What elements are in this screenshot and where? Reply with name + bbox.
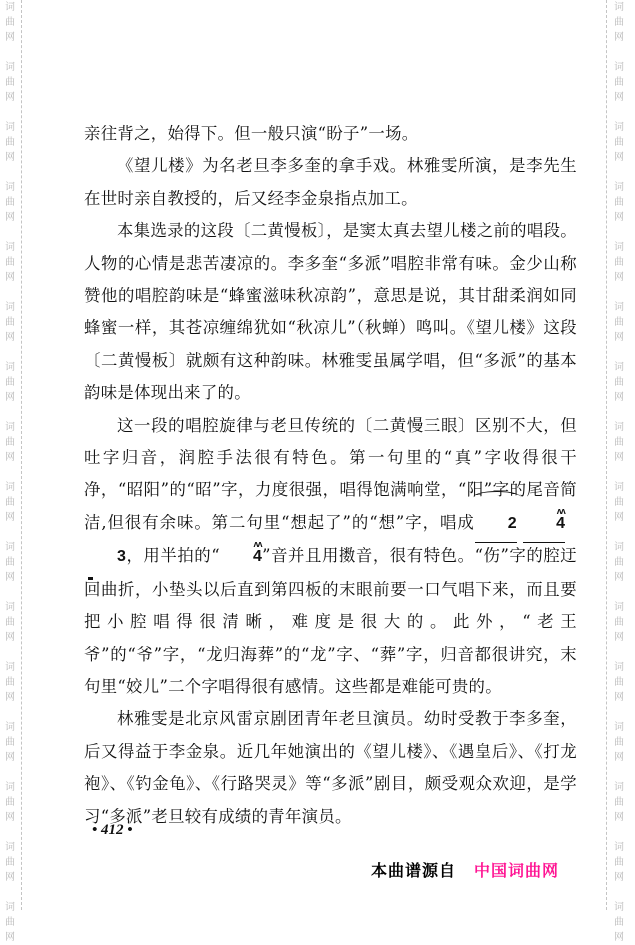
watermark-char: 词 xyxy=(614,902,624,913)
watermark-group xyxy=(0,240,20,285)
source-label: 本曲谱源自 xyxy=(371,861,457,880)
watermark-char: 词 xyxy=(5,482,15,493)
watermark-group xyxy=(609,300,629,345)
watermark-group xyxy=(609,840,629,885)
watermark-char: 曲 xyxy=(614,197,624,208)
watermark-char: 网 xyxy=(5,632,15,643)
watermark-group xyxy=(0,720,20,765)
watermark-char: 网 xyxy=(614,692,624,703)
watermark-char: 网 xyxy=(5,272,15,283)
watermark-char: 网 xyxy=(614,752,624,763)
watermark-char: 网 xyxy=(5,752,15,763)
watermark-group xyxy=(609,600,629,645)
right-margin-dashed-line xyxy=(606,0,607,910)
watermark-char: 曲 xyxy=(614,677,624,688)
source-credit xyxy=(371,858,559,881)
watermark-char: 词 xyxy=(5,182,15,193)
watermark-group xyxy=(0,360,20,405)
watermark-char: 词 xyxy=(614,2,624,13)
watermark-char: 词 xyxy=(614,182,624,193)
watermark-char: 网 xyxy=(5,92,15,103)
watermark-char: 曲 xyxy=(5,197,15,208)
watermark-char: 曲 xyxy=(614,17,624,28)
watermark-char: 词 xyxy=(5,302,15,313)
watermark-char: 词 xyxy=(5,422,15,433)
watermark-char: 词 xyxy=(614,542,624,553)
watermark-group xyxy=(0,540,20,585)
watermark-char: 曲 xyxy=(5,917,15,928)
watermark-group xyxy=(0,180,20,225)
watermark-char: 网 xyxy=(614,632,624,643)
watermark-char: 曲 xyxy=(5,737,15,748)
watermark-group xyxy=(0,600,20,645)
watermark-char: 曲 xyxy=(5,317,15,328)
watermark-char: 网 xyxy=(5,452,15,463)
watermark-char: 网 xyxy=(5,392,15,403)
watermark-group xyxy=(0,0,20,45)
watermark-char: 网 xyxy=(614,92,624,103)
watermark-group xyxy=(609,180,629,225)
watermark-char: 曲 xyxy=(614,557,624,568)
watermark-char: 曲 xyxy=(614,917,624,928)
watermark-char: 网 xyxy=(5,332,15,343)
watermark-char: 词 xyxy=(5,602,15,613)
watermark-char: 词 xyxy=(5,842,15,853)
watermark-char: 词 xyxy=(5,122,15,133)
watermark-char: 词 xyxy=(5,362,15,373)
watermark-char: 网 xyxy=(614,872,624,883)
watermark-group xyxy=(609,0,629,45)
paragraph-4-text-mid: ，用半拍的“ xyxy=(126,546,220,566)
watermark-char: 网 xyxy=(5,32,15,43)
watermark-group xyxy=(0,120,20,165)
watermark-char: 曲 xyxy=(614,617,624,628)
notation-digit-4: ʌʌ 4 xyxy=(523,508,565,540)
watermark-group xyxy=(609,60,629,105)
watermark-char: 词 xyxy=(614,782,624,793)
watermark-group xyxy=(0,660,20,705)
watermark-char: 词 xyxy=(5,902,15,913)
watermark-char: 曲 xyxy=(5,677,15,688)
watermark-char: 曲 xyxy=(5,437,15,448)
watermark-char: 网 xyxy=(614,812,624,823)
left-watermark-column xyxy=(0,0,20,943)
watermark-char: 词 xyxy=(5,62,15,73)
notation-digit-2: 2 xyxy=(475,508,517,540)
watermark-char: 网 xyxy=(5,512,15,523)
body-text xyxy=(84,118,577,833)
paragraph-4-text-after: ”音并且用擞音，很有特色。“伤”字的腔迂回曲折，小垫头以后直到第四板的末眼前要一口气唱下来，而且要把小腔唱得很清晰，难度是很大的。此外，“老王爷”的“爷”字，“龙归海葬”的“龙”字、“葬”字，归音都很讲究，末句里“姣儿”二个字唱得很有感情。这些都是难能可贵的。 xyxy=(84,546,577,696)
watermark-char: 曲 xyxy=(5,257,15,268)
watermark-char: 曲 xyxy=(614,377,624,388)
watermark-char: 词 xyxy=(5,542,15,553)
watermark-group xyxy=(609,660,629,705)
brand-link[interactable]: 中国词曲网 xyxy=(474,861,560,880)
watermark-char: 网 xyxy=(614,572,624,583)
paragraph-5: 林雅雯是北京风雷京剧团青年老旦演员。幼时受教于李多奎，后又得益于李金泉。近几年她演出的《望儿楼》、《遇皇后》、《打龙袍》、《钓金龟》、《行路哭灵》等“多派”剧目，颇受观众欢迎，是学习“多派”老旦较有成绩的青年演员。 xyxy=(84,709,577,826)
watermark-char: 曲 xyxy=(614,317,624,328)
watermark-char: 曲 xyxy=(5,77,15,88)
left-margin-dashed-line xyxy=(21,0,22,910)
watermark-char: 曲 xyxy=(614,857,624,868)
watermark-group xyxy=(0,60,20,105)
watermark-char: 词 xyxy=(614,62,624,73)
paragraph-4 xyxy=(84,410,577,704)
watermark-char: 网 xyxy=(614,152,624,163)
watermark-char: 曲 xyxy=(5,17,15,28)
watermark-group xyxy=(0,780,20,825)
watermark-char: 词 xyxy=(614,362,624,373)
watermark-char: 网 xyxy=(614,512,624,523)
watermark-char: 曲 xyxy=(614,737,624,748)
watermark-char: 词 xyxy=(5,782,15,793)
trill-ornament-icon: ʌʌ xyxy=(556,505,565,516)
watermark-char: 词 xyxy=(5,662,15,673)
watermark-char: 曲 xyxy=(614,137,624,148)
watermark-char: 曲 xyxy=(614,437,624,448)
watermark-group xyxy=(0,900,20,945)
watermark-char: 曲 xyxy=(614,797,624,808)
watermark-char: 曲 xyxy=(614,497,624,508)
watermark-char: 词 xyxy=(614,422,624,433)
watermark-char: 曲 xyxy=(5,797,15,808)
watermark-group xyxy=(609,120,629,165)
watermark-char: 词 xyxy=(5,722,15,733)
watermark-char: 网 xyxy=(5,152,15,163)
watermark-char: 词 xyxy=(5,2,15,13)
watermark-char: 网 xyxy=(5,692,15,703)
watermark-group xyxy=(609,420,629,465)
watermark-char: 词 xyxy=(614,602,624,613)
watermark-char: 网 xyxy=(5,572,15,583)
watermark-char: 网 xyxy=(614,392,624,403)
watermark-group xyxy=(0,300,20,345)
page-number: • 412 • xyxy=(92,822,133,838)
paragraph-2: 《望儿楼》为名老旦李多奎的拿手戏。林雅雯所演，是李先生在世时亲自教授的，后又经李金泉指点加工。 xyxy=(84,156,577,208)
watermark-group xyxy=(609,240,629,285)
watermark-char: 网 xyxy=(5,932,15,943)
watermark-char: 网 xyxy=(5,812,15,823)
watermark-char: 词 xyxy=(614,302,624,313)
watermark-char: 网 xyxy=(5,872,15,883)
watermark-char: 词 xyxy=(614,722,624,733)
watermark-char: 词 xyxy=(614,662,624,673)
watermark-group xyxy=(0,480,20,525)
paragraph-4-text-before: 这一段的唱腔旋律与老旦传统的〔二黄慢三眼〕区别不大，但吐字归音，润腔手法很有特色。第一句里的“真”字收得很干净，“昭阳”的“昭”字，力度很强，唱得饱满响堂，“阳”字的尾音简洁,但很有余味。第二句里“想起了”的“想”字，唱成 xyxy=(84,415,577,532)
watermark-char: 曲 xyxy=(5,617,15,628)
watermark-char: 网 xyxy=(614,932,624,943)
watermark-char: 曲 xyxy=(5,497,15,508)
trill-ornament-icon: ʌʌ xyxy=(253,539,262,550)
watermark-char: 词 xyxy=(614,842,624,853)
watermark-char: 词 xyxy=(614,122,624,133)
watermark-char: 词 xyxy=(614,242,624,253)
watermark-char: 曲 xyxy=(5,137,15,148)
watermark-group xyxy=(609,900,629,945)
watermark-group xyxy=(609,780,629,825)
notation-digit-3: 3 xyxy=(84,541,126,573)
watermark-group xyxy=(609,360,629,405)
watermark-char: 曲 xyxy=(5,557,15,568)
right-watermark-column xyxy=(609,0,629,943)
watermark-char: 网 xyxy=(5,212,15,223)
watermark-char: 网 xyxy=(614,452,624,463)
watermark-char: 曲 xyxy=(614,257,624,268)
watermark-char: 网 xyxy=(614,32,624,43)
watermark-group xyxy=(0,840,20,885)
watermark-group xyxy=(0,420,20,465)
watermark-char: 曲 xyxy=(5,377,15,388)
watermark-group xyxy=(609,720,629,765)
watermark-char: 词 xyxy=(5,242,15,253)
watermark-char: 词 xyxy=(614,482,624,493)
watermark-char: 网 xyxy=(614,332,624,343)
watermark-group xyxy=(609,540,629,585)
slur-mark xyxy=(473,491,521,504)
watermark-char: 曲 xyxy=(5,857,15,868)
paragraph-1: 亲往背之，始得下。但一般只演“盼子”一场。 xyxy=(84,124,419,143)
watermark-group xyxy=(609,480,629,525)
inline-digit-4: ʌʌ 4 xyxy=(220,541,262,573)
watermark-char: 曲 xyxy=(614,77,624,88)
watermark-char: 网 xyxy=(614,212,624,223)
paragraph-3: 本集选录的这段〔二黄慢板〕，是窦太真去望儿楼之前的唱段。人物的心情是悲苦凄凉的。李多奎“多派”唱腔非常有味。金少山称赞他的唱腔韵味是“蜂蜜滋味秋凉韵”，意思是说，其甘甜柔润如同蜂蜜一样，其苍凉缠绵犹如“秋凉儿”（秋蝉）鸣叫。《望儿楼》这段〔二黄慢板〕就颇有这种韵味。林雅雯虽属学唱，但“多派”的基本韵味是体现出来了的。 xyxy=(84,221,577,403)
watermark-char: 网 xyxy=(614,272,624,283)
